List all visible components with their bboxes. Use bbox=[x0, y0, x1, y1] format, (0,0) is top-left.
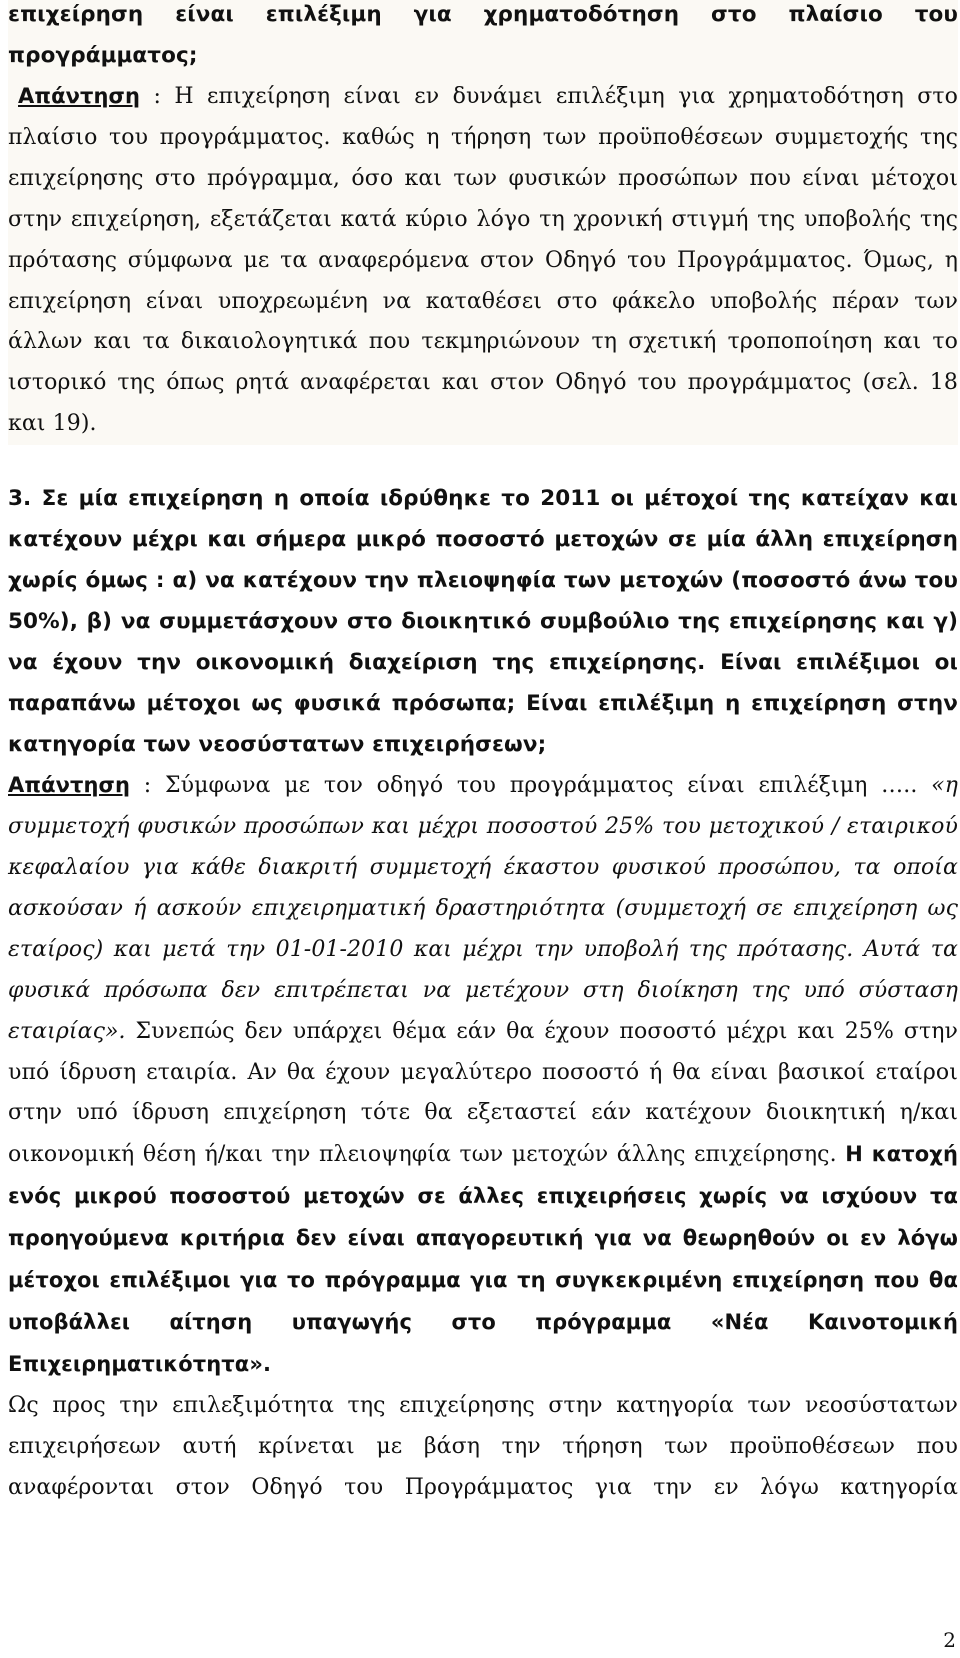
document-page bbox=[8, 0, 958, 1508]
answer-intro: : Σύμφωνα με τον οδηγό του προγράμματος είναι επιλέξιμη ….. bbox=[130, 773, 932, 799]
answer-label: Απάντηση bbox=[18, 84, 141, 108]
page-number: 2 bbox=[943, 1628, 956, 1652]
answer-text: : Η επιχείρηση είναι εν δυνάμει επιλέξιμη για χρηματοδότηση στο πλαίσιο του προγράμματος. καθώς η τήρηση των προϋποθέσεων συμμετοχής της επιχείρησης στο πρόγραμμα, όσο και των φυσικών προσώπων που είναι μέτοχοι στην επιχείρηση, εξετάζεται κατά κύριο λόγο τη χρονική στιγμή της υποβολής της πρότασης σύμφωνα με τα αναφερόμενα στον Οδηγό του Προγράμματος. Όμως, η επιχείρηση είναι υποχρεωμένη να καταθέσει στο φάκελο υποβολής πέραν των άλλων και τα δικαιολογητικά που τεκμηριώνουν τη σχετική τροποποίηση και το ιστορικό της όπως ρητά αναφέρεται και στον Οδηγό του προγράμματος (σελ. 18 και 19). bbox=[8, 84, 958, 437]
answer-block-previous bbox=[8, 0, 958, 445]
answer-3-paragraph bbox=[8, 765, 958, 1386]
answer-label: Απάντηση bbox=[8, 773, 131, 798]
answer-paragraph bbox=[8, 76, 958, 445]
answer-bold-conclusion: Η κατοχή ενός μικρού ποσοστού μετοχών σε άλλες επιχειρήσεις χωρίς να ισχύουν τα προηγούμενα κριτήρια δεν είναι απαγορευτική για να θεωρηθούν οι εν λόγω μέτοχοι επιλέξιμοι για το πρόγραμμα για τη συγκεκριμένη επιχείρηση που θα υποβάλλει αίτηση υπαγωγής στο πρόγραμμα «Νέα Καινοτομική Επιχειρηματικότητα». bbox=[8, 1142, 958, 1376]
question-tail: επιχείρηση είναι επιλέξιμη για χρηματοδότηση στο πλαίσιο του προγράμματος; bbox=[8, 2, 958, 68]
question-3-block bbox=[8, 478, 958, 1508]
closing-paragraph: Ως προς την επιλεξιμότητα της επιχείρησης στην κατηγορία των νεοσύστατων επιχειρήσεων αυτή κρίνεται με βάση την τήρηση των προϋποθέσεων που αναφέρονται στον Οδηγό του Προγράμματος για την εν λόγω κατηγορία bbox=[8, 1392, 958, 1500]
guide-quote: «η συμμετοχή φυσικών προσώπων και μέχρι ποσοστού 25% του μετοχικού / εταιρικού κεφαλαίου για κάθε διακριτή συμμετοχή έκαστου φυσικού προσώπου, τα οποία ασκούσαν ή ασκούν επιχειρηματική δραστηριότητα (συμμετοχή σε επιχείρηση ως εταίρος) και μετά την 01-01-2010 και μέχρι την υποβολή της πρότασης. Αυτά τα φυσικά πρόσωπα δεν επιτρέπεται να μετέχουν στη διοίκηση της υπό σύσταση εταιρίας». bbox=[8, 773, 958, 1044]
question-3: 3. Σε μία επιχείρηση η οποία ιδρύθηκε το 2011 οι μέτοχοί της κατείχαν και κατέχουν μέχρι και σήμερα μικρό ποσοστό μετοχών σε μία άλλη επιχείρηση χωρίς όμως : α) να κατέχουν την πλειοψηφία των μετοχών (ποσοστό άνω του 50%), β) να συμμετάσχουν στο διοικητικό συμβούλιο της επιχείρησης και γ) να έχουν την οικονομική διαχείριση της επιχείρησης. Είναι επιλέξιμοι οι παραπάνω μέτοχοι ως φυσικά πρόσωπα; Είναι επιλέξιμη η επιχείρηση στην κατηγορία των νεοσύστατων επιχειρήσεων; bbox=[8, 486, 958, 758]
answer-body: Συνεπώς δεν υπάρχει θέμα εάν θα έχουν ποσοστό μέχρι και 25% στην υπό ίδρυση εταιρία. Αν θα έχουν μεγαλύτερο ποσοστό ή θα είναι βασικοί εταίροι στην υπό ίδρυση επιχείρηση τότε θα εξεταστεί εάν κατέχουν διοικητική η/και οικονομική θέση ή/και την πλειοψηφία των μετοχών άλλης επιχείρησης. bbox=[8, 1018, 958, 1168]
